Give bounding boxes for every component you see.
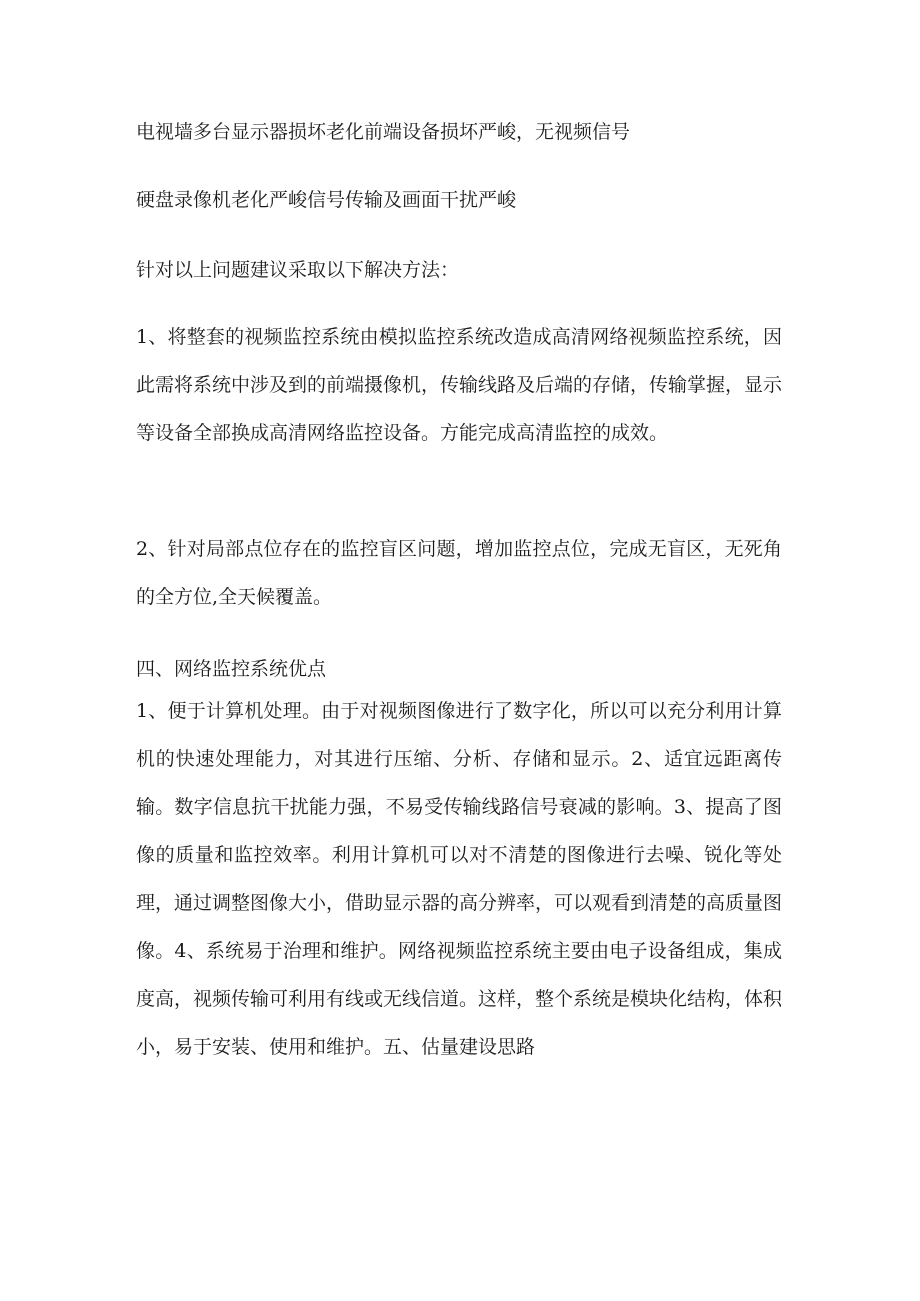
text-line-display-damage: 电视墙多台显示器损坏老化前端设备损坏严峻，无视频信号 bbox=[136, 121, 631, 143]
paragraph-advantages: 1、便于计算机处理。由于对视频图像进行了数字化，所以可以充分利用计算机的快速处理能力，对其进行压缩、分析、存储和显示。2、适宜远距离传输。数字信息抗干扰能力强，不易受传输线路信号衰减的影响。3、提高了图像的质量和监控效率。利用计算机可以对不清楚的图像进行去噪、锐化等处理，通过调整图像大小，借助显示器的高分辨率，可以观看到清楚的高质量图像。4、系统易于治理和维护。网络视频监控系统主要由电子设备组成，集成度高，视频传输可利用有线或无线信道。这样，整个系统是模块化结构，体积小，易于安装、使用和维护。五、估量建设思路 bbox=[136, 700, 783, 1058]
section-heading-4: 四、网络监控系统优点 bbox=[136, 658, 327, 680]
text-line-solutions-intro: 针对以上问题建议采取以下解决方法： bbox=[136, 259, 460, 281]
paragraph-solution-2: 2、针对局部点位存在的监控盲区问题，增加监控点位，完成无盲区，无死角的全方位,全天候覆盖。 bbox=[136, 538, 782, 608]
paragraph-solution-1: 1、将整套的视频监控系统由模拟监控系统改造成高清网络视频监控系统，因此需将系统中涉及到的前端摄像机，传输线路及后端的存储，传输掌握，显示等设备全部换成高清网络监控设备。方能完成高清监控的成效。 bbox=[136, 326, 783, 444]
text-line-recorder-aging: 硬盘录像机老化严峻信号传输及画面干扰严峻 bbox=[136, 189, 517, 211]
